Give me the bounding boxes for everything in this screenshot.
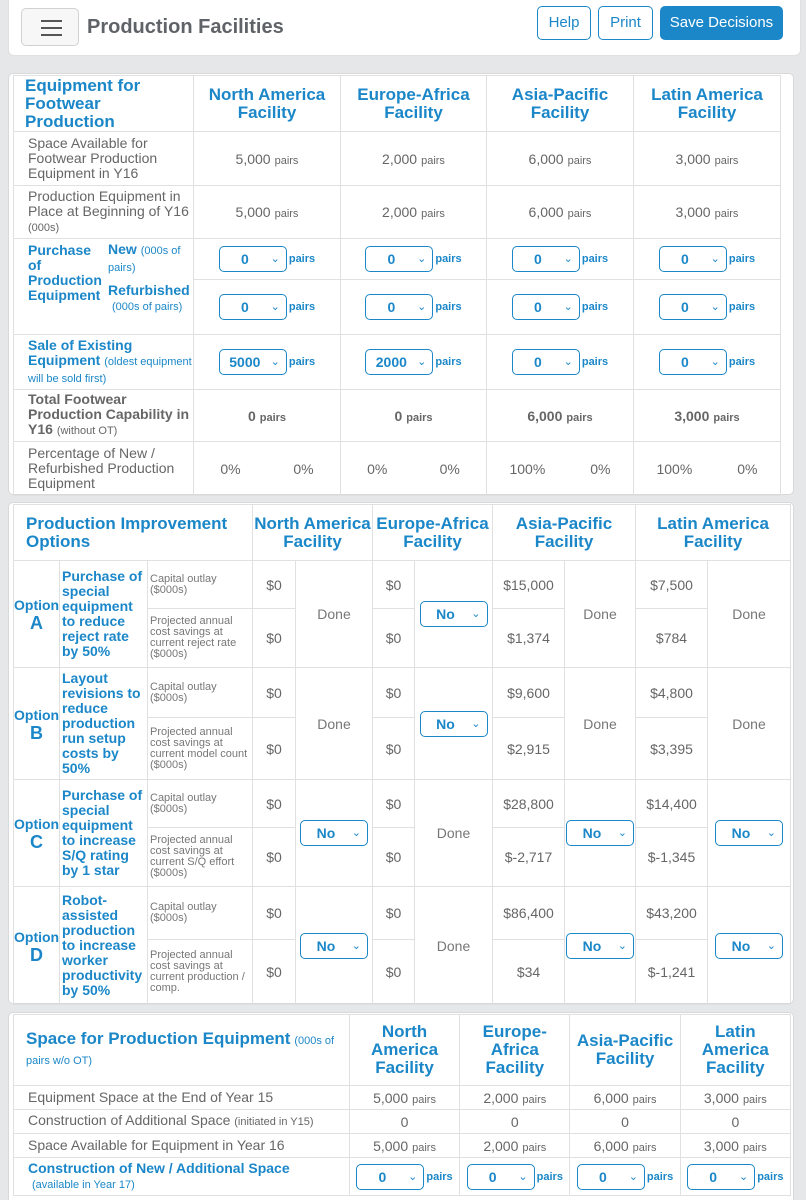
- option-select[interactable]: [715, 933, 783, 959]
- option-description: Purchase of special equipment to reduce reject rate by 50%: [60, 561, 148, 668]
- chevron-down-icon: ⌄: [408, 1170, 418, 1183]
- select-value: 0: [387, 251, 396, 267]
- capital-outlay-value: $15,000: [493, 561, 565, 609]
- unit: pairs: [567, 154, 592, 167]
- option-word: Option: [14, 706, 60, 723]
- option-description: Purchase of special equipment to increase S/Q rating by 1 star: [60, 780, 148, 887]
- projected-savings-value: $34: [493, 940, 565, 1005]
- select-value: 0: [680, 299, 689, 315]
- label-suffix: (oldest equipment will be sold first): [28, 355, 192, 385]
- refurbished-equipment-select[interactable]: [512, 294, 580, 320]
- unit: pairs: [581, 253, 609, 265]
- select-value: No: [316, 937, 336, 954]
- projected-savings-label: Projected annual cost savings at current reject rate ($000s): [148, 609, 253, 668]
- select-value: 0: [709, 1168, 718, 1185]
- value: 3,000: [703, 1089, 739, 1106]
- capital-unit: ($000s): [150, 802, 188, 815]
- new-equipment-select[interactable]: [512, 246, 580, 272]
- refurbished-equipment-select[interactable]: [659, 294, 727, 320]
- unit: pairs: [646, 1170, 674, 1183]
- projected-savings-value: $0: [373, 718, 415, 780]
- space-available-y16-label: Space Available for Equipment in Year 16: [14, 1134, 350, 1158]
- value: 6,000: [528, 150, 564, 167]
- option-letter: [14, 887, 60, 1005]
- value: 5,000: [235, 204, 271, 220]
- capital-outlay-value: $0: [253, 887, 296, 940]
- new-space-select[interactable]: [467, 1164, 535, 1190]
- new-equipment-select[interactable]: [219, 246, 287, 272]
- construct-new-space-label: Construction of New / Additional Space: [28, 1159, 290, 1176]
- unit: pairs: [728, 301, 756, 313]
- value: 3,000: [674, 407, 710, 424]
- unit: pairs: [522, 1093, 547, 1106]
- option-word: Option: [14, 928, 60, 945]
- new-label: New: [108, 241, 137, 257]
- projected-savings-value: $0: [373, 940, 415, 1005]
- chevron-down-icon: ⌄: [471, 608, 481, 620]
- unit: pairs: [412, 1141, 436, 1154]
- help-button[interactable]: Help: [537, 6, 591, 40]
- value: 0: [680, 1110, 790, 1134]
- option-letter: [14, 561, 60, 668]
- unit: pairs: [435, 301, 462, 313]
- value: 2,000: [382, 204, 418, 220]
- capital-outlay-label: Capital outlay: [150, 791, 217, 804]
- chevron-down-icon: ⌄: [766, 939, 776, 952]
- chevron-down-icon: ⌄: [766, 827, 776, 839]
- projected-savings-value: $0: [253, 828, 296, 887]
- unit: pairs: [288, 253, 316, 265]
- facility-header: Asia-Pacific Facility: [493, 505, 636, 561]
- unit: pairs: [566, 411, 593, 424]
- space-title: Space for Production Equipment: [26, 1029, 291, 1048]
- options-body: [14, 561, 791, 1005]
- equipment-panel: [8, 73, 794, 495]
- select-value: 0: [387, 299, 396, 315]
- value: 5,000: [373, 1089, 409, 1106]
- select-value: No: [731, 937, 751, 954]
- capital-outlay-value: $0: [373, 668, 415, 718]
- option-select[interactable]: [300, 820, 368, 846]
- select-value: 5000: [229, 354, 261, 370]
- unit: pairs: [412, 1093, 436, 1106]
- pct-refurbished: 0%: [737, 460, 758, 477]
- pct-refurbished: 0%: [439, 460, 460, 477]
- facility-header: Europe-Africa Facility: [373, 505, 493, 561]
- label-suffix: (000s of pairs): [112, 301, 183, 313]
- hamburger-menu-icon[interactable]: [21, 8, 79, 46]
- select-value: 0: [378, 1168, 387, 1185]
- unit: pairs: [567, 208, 592, 220]
- unit: pairs: [435, 253, 462, 265]
- pct-refurbished: 0%: [293, 460, 314, 477]
- unit: pairs: [288, 356, 316, 368]
- projected-savings-value: $0: [253, 718, 296, 780]
- value: 2,000: [483, 1089, 519, 1106]
- facility-header: Latin America Facility: [680, 1015, 790, 1086]
- capital-outlay-value: $9,600: [493, 668, 565, 718]
- pct-new: 0%: [367, 460, 388, 477]
- space-available-label: Space Available for Footwear Production Equipment in Y16: [14, 132, 194, 186]
- pct-new: 100%: [509, 460, 546, 477]
- capital-unit: ($000s): [150, 583, 188, 596]
- space-panel: [8, 1012, 794, 1200]
- facility-header: Latin America Facility: [636, 505, 791, 561]
- label-suffix: (available in Year 17): [32, 1178, 135, 1191]
- space-table: [13, 1014, 791, 1196]
- facility-header: Latin America Facility: [634, 76, 781, 132]
- top-bar: [8, 0, 801, 56]
- select-value: No: [316, 825, 336, 841]
- print-button[interactable]: Print: [598, 6, 653, 40]
- equipment-table: [13, 75, 781, 496]
- equipment-space-end-label: Equipment Space at the End of Year 15: [14, 1086, 350, 1110]
- option-done: Done: [296, 561, 373, 668]
- chevron-down-icon: ⌄: [710, 253, 720, 265]
- facility-header: Europe-Africa Facility: [460, 1015, 570, 1086]
- option-done: Done: [708, 561, 791, 668]
- unit: pairs: [714, 154, 739, 167]
- sale-equipment-select[interactable]: [512, 349, 580, 375]
- capital-outlay-value: $0: [253, 561, 296, 609]
- option-letter: [14, 668, 60, 780]
- option-description: Robot-assisted production to increase worker productivity by 50%: [60, 887, 148, 1005]
- chevron-down-icon: ⌄: [617, 939, 627, 952]
- improvement-title: Production Improvement Options: [14, 505, 253, 561]
- select-value: No: [436, 715, 455, 732]
- option-done: Done: [708, 668, 791, 780]
- chevron-down-icon: ⌄: [417, 301, 427, 313]
- value: 6,000: [593, 1137, 629, 1154]
- option-description: Layout revisions to reduce production run setup costs by 50%: [60, 668, 148, 780]
- capital-outlay-value: $28,800: [493, 780, 565, 828]
- capital-unit: ($000s): [150, 691, 188, 704]
- value: 5,000: [373, 1137, 409, 1154]
- new-space-select[interactable]: [356, 1164, 424, 1190]
- capital-outlay-value: $86,400: [493, 887, 565, 940]
- chevron-down-icon: ⌄: [710, 356, 720, 368]
- capital-outlay-value: $0: [253, 668, 296, 718]
- new-space-select[interactable]: [687, 1164, 755, 1190]
- select-value: No: [582, 825, 602, 841]
- unit: pairs: [421, 154, 445, 167]
- select-value: No: [731, 825, 751, 841]
- value: 0: [394, 407, 403, 424]
- value: 2,000: [483, 1137, 519, 1154]
- option-letter-value: B: [30, 722, 43, 743]
- select-value: No: [582, 937, 602, 954]
- chevron-down-icon: ⌄: [270, 356, 280, 368]
- capital-outlay-value: $43,200: [636, 887, 708, 940]
- value: 3,000: [675, 204, 711, 220]
- refurbished-equipment-select[interactable]: [219, 294, 287, 320]
- projected-savings-value: $3,395: [636, 718, 708, 780]
- value: 0: [247, 407, 256, 424]
- projected-savings-value: $0: [253, 940, 296, 1005]
- pct-refurbished: 0%: [590, 460, 611, 477]
- projected-savings-value: $-1,345: [636, 828, 708, 887]
- select-value: 0: [240, 251, 249, 267]
- label-suffix: (without OT): [56, 425, 118, 437]
- option-select[interactable]: [420, 601, 488, 627]
- facility-header: North America Facility: [194, 76, 341, 132]
- chevron-down-icon: ⌄: [738, 1170, 749, 1183]
- chevron-down-icon: ⌄: [628, 1170, 638, 1183]
- option-done: Done: [415, 780, 493, 887]
- chevron-down-icon: ⌄: [270, 253, 280, 265]
- save-decisions-button[interactable]: Save Decisions: [660, 6, 783, 40]
- unit: pairs: [728, 253, 756, 265]
- chevron-down-icon: ⌄: [710, 301, 720, 313]
- option-letter: [14, 780, 60, 887]
- value: 6,000: [527, 407, 563, 424]
- facility-header: Asia-Pacific Facility: [487, 76, 634, 132]
- sale-equipment-select[interactable]: [365, 349, 433, 375]
- projected-savings-label: Projected annual cost savings at current model count ($000s): [148, 718, 253, 780]
- option-letter-value: D: [30, 944, 43, 965]
- option-done: Done: [415, 887, 493, 1005]
- purchase-equipment-label: Purchase of Production Equipment: [28, 242, 102, 303]
- unit: pairs: [632, 1093, 657, 1106]
- refurbished-label: Refurbished: [108, 282, 190, 298]
- value: 3,000: [703, 1137, 739, 1154]
- capital-outlay-value: $7,500: [636, 561, 708, 609]
- facility-header: Asia-Pacific Facility: [570, 1015, 680, 1086]
- capital-outlay-value: $14,400: [636, 780, 708, 828]
- chevron-down-icon: ⌄: [351, 939, 361, 952]
- value: 0: [570, 1110, 680, 1134]
- option-select[interactable]: [715, 820, 783, 846]
- chevron-down-icon: ⌄: [417, 356, 427, 368]
- select-value: 0: [533, 299, 542, 315]
- unit: pairs: [714, 208, 739, 220]
- unit: pairs: [728, 356, 756, 368]
- option-select[interactable]: [300, 933, 368, 959]
- option-done: Done: [565, 561, 636, 668]
- projected-savings-label: Projected annual cost savings at current production / comp.: [148, 940, 253, 1005]
- page-title: Production Facilities: [87, 16, 284, 38]
- chevron-down-icon: ⌄: [471, 717, 481, 730]
- select-value: 0: [488, 1168, 497, 1185]
- sale-equipment-select[interactable]: [659, 349, 727, 375]
- value: 0: [349, 1110, 459, 1134]
- label-suffix: (000s of pairs w/o OT): [26, 1035, 335, 1067]
- projected-savings-value: $784: [636, 609, 708, 668]
- projected-savings-value: $1,374: [493, 609, 565, 668]
- unit: pairs: [406, 411, 433, 424]
- capital-outlay-label: Capital outlay: [150, 572, 217, 585]
- capital-outlay-value: $0: [373, 561, 415, 609]
- unit: pairs: [435, 356, 462, 368]
- capital-outlay-value: $0: [253, 780, 296, 828]
- value: 6,000: [593, 1089, 629, 1106]
- value: 6,000: [528, 204, 564, 220]
- facility-header: North America Facility: [349, 1015, 459, 1086]
- capital-outlay-value: $4,800: [636, 668, 708, 718]
- new-space-select[interactable]: [577, 1164, 645, 1190]
- unit: pairs: [713, 411, 740, 424]
- pct-new: 100%: [656, 460, 693, 477]
- capital-outlay-label: Capital outlay: [150, 901, 217, 913]
- new-equipment-select[interactable]: [365, 246, 433, 272]
- unit: pairs: [421, 208, 445, 220]
- unit: pairs: [757, 1170, 784, 1183]
- select-value: 0: [680, 354, 689, 370]
- chevron-down-icon: ⌄: [351, 827, 361, 839]
- facility-header: Europe-Africa Facility: [341, 76, 487, 132]
- option-letter-value: C: [30, 832, 43, 852]
- projected-savings-label: Projected annual cost savings at current S/Q effort ($000s): [148, 828, 253, 887]
- unit: pairs: [581, 301, 609, 313]
- select-value: 0: [680, 251, 689, 267]
- sale-equipment-label: Sale of Existing Equipment: [28, 336, 133, 368]
- projected-savings-value: $0: [253, 609, 296, 668]
- chevron-down-icon: ⌄: [518, 1170, 528, 1183]
- select-value: 0: [533, 251, 542, 267]
- label-suffix: (000s of pairs): [108, 245, 181, 274]
- projected-savings-value: $-1,241: [636, 940, 708, 1005]
- unit: pairs: [274, 154, 299, 167]
- unit: pairs: [288, 301, 316, 313]
- sale-equipment-select[interactable]: [219, 349, 287, 375]
- option-select[interactable]: [566, 933, 634, 959]
- new-equipment-select[interactable]: [659, 246, 727, 272]
- unit: pairs: [581, 356, 609, 368]
- chevron-down-icon: ⌄: [270, 301, 280, 313]
- capital-unit: ($000s): [150, 912, 188, 924]
- label-suffix: (initiated in Y15): [234, 1116, 314, 1128]
- improvement-table: [13, 504, 791, 1005]
- select-value: No: [436, 606, 455, 622]
- value: 0: [460, 1110, 570, 1134]
- option-select[interactable]: [420, 711, 488, 737]
- unit: pairs: [742, 1093, 767, 1106]
- unit: pairs: [522, 1141, 547, 1154]
- unit: pairs: [632, 1141, 657, 1154]
- option-done: Done: [565, 668, 636, 780]
- percentage-new-label: Percentage of New / Refurbished Production Equipment: [14, 442, 194, 496]
- refurbished-equipment-select[interactable]: [365, 294, 433, 320]
- unit: pairs: [536, 1170, 563, 1183]
- facility-header: North America Facility: [253, 505, 373, 561]
- capital-outlay-label: Capital outlay: [150, 680, 217, 693]
- option-letter-value: A: [30, 613, 43, 633]
- select-value: 0: [533, 354, 542, 370]
- unit: pairs: [274, 208, 299, 220]
- improvement-panel: [8, 502, 794, 1004]
- chevron-down-icon: ⌄: [617, 827, 627, 839]
- option-select[interactable]: [566, 820, 634, 846]
- projected-savings-value: $-2,717: [493, 828, 565, 887]
- unit: pairs: [259, 411, 287, 424]
- label-suffix: (000s): [28, 221, 60, 234]
- option-done: Done: [296, 668, 373, 780]
- projected-savings-value: $2,915: [493, 718, 565, 780]
- select-value: 0: [599, 1168, 607, 1185]
- total-capability-label: Total Footwear Production Capability in Y16: [28, 391, 190, 437]
- value: 3,000: [675, 150, 711, 167]
- chevron-down-icon: ⌄: [563, 253, 573, 265]
- equipment-in-place-label: Production Equipment in Place at Beginning of Y16: [28, 187, 189, 219]
- option-word: Option: [14, 597, 60, 613]
- unit: pairs: [742, 1141, 767, 1154]
- option-word: Option: [14, 816, 60, 832]
- capital-outlay-value: $0: [373, 887, 415, 940]
- chevron-down-icon: ⌄: [563, 301, 573, 313]
- pct-new: 0%: [220, 460, 241, 477]
- chevron-down-icon: ⌄: [563, 356, 573, 368]
- capital-outlay-value: $0: [373, 780, 415, 828]
- projected-savings-value: $0: [373, 609, 415, 668]
- select-value: 0: [240, 299, 249, 315]
- unit: pairs: [426, 1170, 453, 1183]
- value: 2,000: [382, 150, 418, 167]
- equipment-title: Equipment for Footwear Production: [14, 76, 194, 132]
- chevron-down-icon: ⌄: [417, 253, 427, 265]
- select-value: 2000: [375, 354, 407, 370]
- construction-label: Construction of Additional Space: [28, 1112, 231, 1128]
- projected-savings-value: $0: [373, 828, 415, 887]
- value: 5,000: [235, 150, 271, 167]
